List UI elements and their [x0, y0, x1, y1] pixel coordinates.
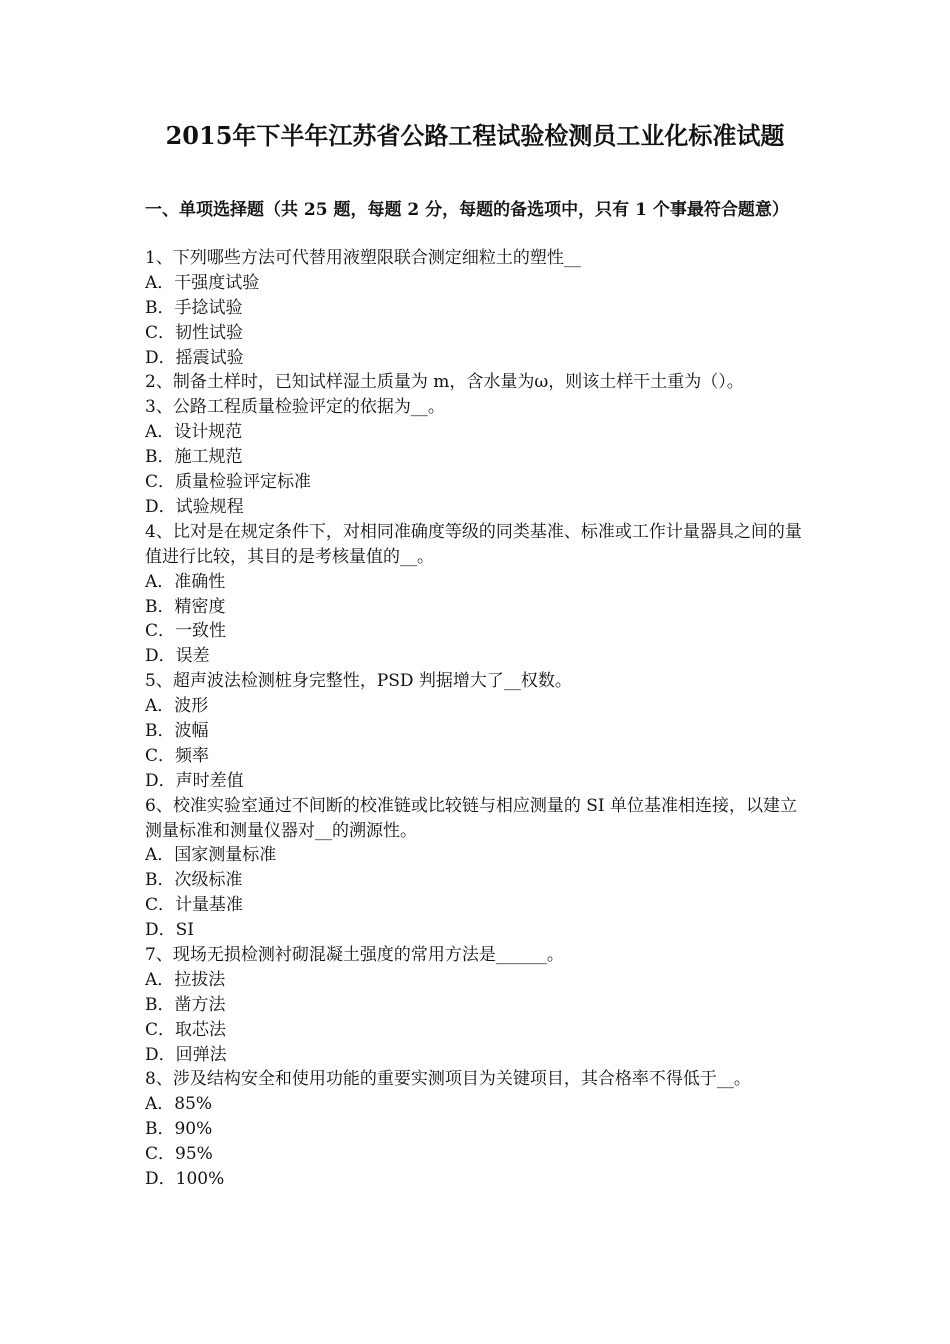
option-b: B．90% [145, 1119, 213, 1140]
section-heading: 一、单项选择题（共 25 题，每题 2 分，每题的备选项中，只有 1 个事最符合题意） [145, 200, 789, 220]
option-b: B．手捻试验 [145, 297, 243, 318]
option-b: B．波幅 [145, 720, 209, 741]
option-b: B．次级标准 [145, 870, 243, 891]
option-c: C．取芯法 [145, 1019, 227, 1040]
option-d: D．100% [145, 1169, 225, 1190]
question-stem: 7、现场无损检测衬砌混凝土强度的常用方法是______。 [145, 945, 564, 965]
option-c: C．计量基准 [145, 895, 244, 916]
question-stem: 3、公路工程质量检验评定的依据为__。 [145, 397, 445, 418]
option-a: A．国家测量标准 [145, 845, 277, 866]
option-c: C．95% [145, 1144, 213, 1165]
question-list [145, 246, 815, 1192]
option-a: A．85% [145, 1094, 213, 1115]
option-a: A．准确性 [145, 571, 226, 592]
question-stem: 8、涉及结构安全和使用功能的重要实测项目为关键项目，其合格率不得低于__。 [145, 1069, 751, 1090]
option-a: A．干强度试验 [145, 272, 260, 293]
option-d: D．SI [145, 920, 194, 941]
option-a: A．设计规范 [145, 422, 243, 443]
option-b: B．凿方法 [145, 994, 226, 1015]
option-d: D．误差 [145, 646, 210, 667]
question-stem: 1、下列哪些方法可代替用液塑限联合测定细粒土的塑性__ [145, 248, 581, 268]
question-stem: 5、超声波法检测桩身完整性，PSD 判据增大了__权数。 [145, 671, 572, 692]
option-c: C．韧性试验 [145, 322, 244, 343]
option-a: A．拉拔法 [145, 969, 226, 990]
option-c: C．一致性 [145, 621, 227, 642]
option-d: D．声时差值 [145, 770, 244, 791]
question-stem: 6、校准实验室通过不间断的校准链或比较链与相应测量的 SI 单位基准相连接，以建立测量标准和测量仪器对__的溯源性。 [145, 795, 797, 841]
option-b: B．施工规范 [145, 447, 243, 468]
option-c: C．频率 [145, 745, 210, 766]
option-d: D．回弹法 [145, 1044, 227, 1065]
option-d: D．试验规程 [145, 496, 244, 517]
question-stem: 2、制备土样时，已知试样湿土质量为 m，含水量为ω，则该土样干土重为（）。 [145, 372, 744, 393]
document-title: 2015年下半年江苏省公路工程试验检测员工业化标准试题 [165, 121, 785, 150]
option-c: C．质量检验评定标准 [145, 472, 312, 493]
option-d: D．摇震试验 [145, 347, 244, 368]
option-a: A．波形 [145, 696, 209, 717]
question-stem: 4、比对是在规定条件下，对相同准确度等级的同类基准、标准或工作计量器具之间的量值进行比较，其目的是考核量值的__。 [145, 521, 802, 567]
option-b: B．精密度 [145, 596, 226, 617]
